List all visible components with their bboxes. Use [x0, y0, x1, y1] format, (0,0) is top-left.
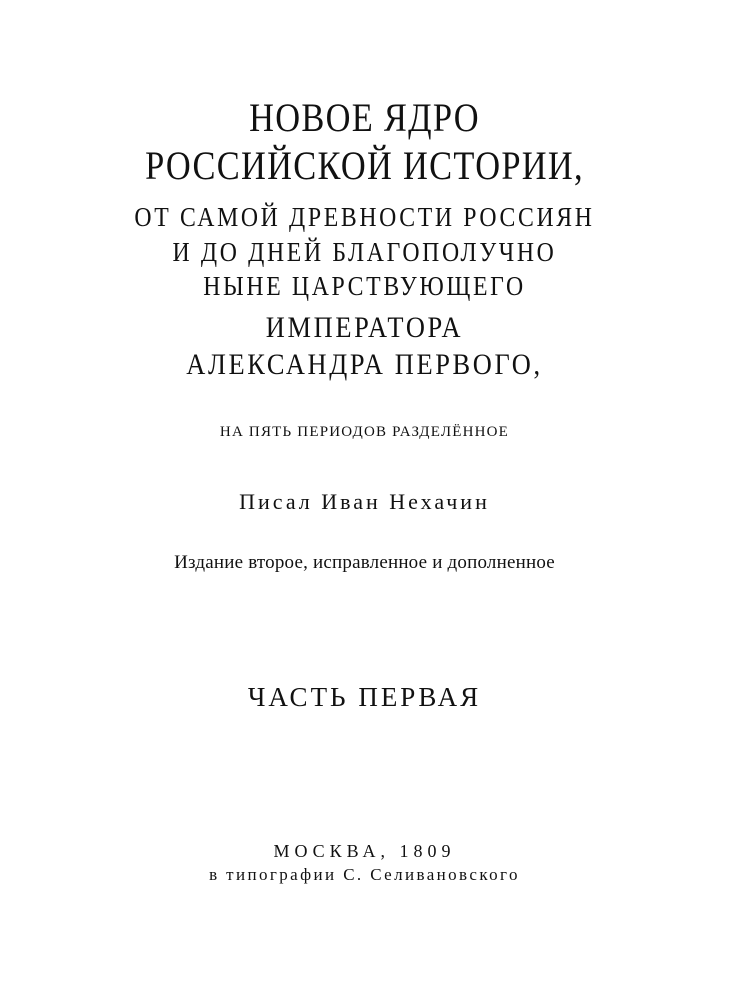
author-line: Писал Иван Нехачин — [239, 489, 490, 514]
part-heading: ЧАСТЬ ПЕРВАЯ — [247, 682, 482, 712]
imprint-press: в типографии С. Селивановского — [209, 865, 520, 884]
subtitle-line-3: НЫНЕ ЦАРСТВУЮЩЕГО — [203, 271, 526, 301]
division-note: НА ПЯТЬ ПЕРИОДОВ РАЗДЕЛЁННОЕ — [219, 424, 510, 440]
emperor-line-2: АЛЕКСАНДРА ПЕРВОГО, — [186, 348, 543, 381]
subtitle-line-1: ОТ САМОЙ ДРЕВНОСТИ РОССИЯН — [134, 202, 595, 232]
subtitle-line-2: И ДО ДНЕЙ БЛАГОПОЛУЧНО — [172, 237, 557, 267]
imprint-city-year: МОСКВА, 1809 — [273, 841, 456, 861]
book-title-line-1: НОВОЕ ЯДРО — [249, 95, 480, 140]
book-title-line-2: РОССИЙСКОЙ ИСТОРИИ, — [145, 143, 584, 188]
emperor-line-1: ИМПЕРАТОРА — [265, 311, 464, 344]
edition-note: Издание второе, исправленное и дополненное — [174, 552, 555, 573]
